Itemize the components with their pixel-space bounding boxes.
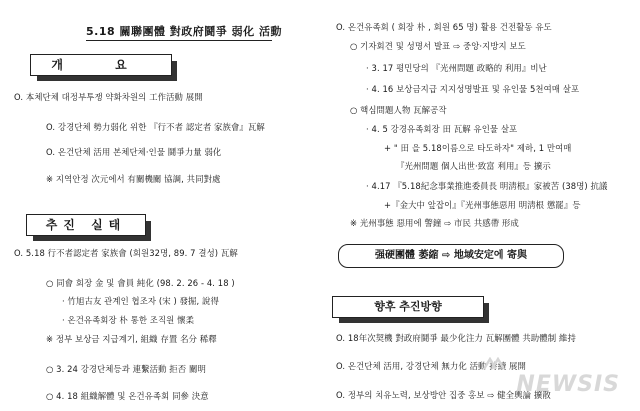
status-line-7: ○ 4. 18 組織解體 및 온건유족회 同參 決意 <box>46 391 209 401</box>
right-line-7: + " 田 을 5.18이름으로 타도하자" 제하, 1 만여매 <box>384 143 572 153</box>
status-line-1: O. 5.18 行不者認定者 家族會 (회원32명, 89. 7 결성) 瓦解 <box>14 248 238 258</box>
overview-line-2: O. 강경단체 勢力弱化 위한 『行不者 認定者 家族會』瓦解 <box>46 122 265 132</box>
right-line-4: · 4. 16 보상금지급 지지성명발표 및 유인물 5천여매 살포 <box>366 84 580 94</box>
future-line-3: O. 정부의 치유노력, 보상방안 집중 홍보 ⇨ 健全輿論 擴散 <box>336 390 551 400</box>
section-heading-future <box>332 296 484 318</box>
overview-line-4: ※ 지역안정 次元에서 有關機關 協調, 共同對處 <box>46 174 221 184</box>
status-line-6: ○ 3. 24 강경단체등과 連繫活動 拒否 關明 <box>46 364 206 374</box>
section-heading-future-text: 향후 추진방향 <box>374 300 442 313</box>
title-underline <box>86 40 272 41</box>
section-heading-overview <box>30 54 172 76</box>
conclusion-oval: 强硬團體 萎縮 ⇨ 地域安定에 寄與 <box>338 244 564 268</box>
right-column <box>320 0 640 411</box>
right-line-2: ○ 기자회견 및 성명서 발표 ⇨ 중앙·지방지 보도 <box>350 41 526 51</box>
overview-line-3: O. 온건단체 活用 본체단체·인물 鬪爭力量 弱化 <box>46 147 222 157</box>
status-line-4: · 온건유족회장 朴 통한 조직원 懷柔 <box>62 315 195 325</box>
right-line-8: 『光州問題 個人出世·致富 利用』등 擴示 <box>396 161 551 171</box>
newsis-watermark: NEWSIS <box>516 372 620 397</box>
right-line-6: · 4. 5 강경유족회장 田 瓦解 유인물 살포 <box>366 124 518 134</box>
section-heading-status-text: 추진 실태 <box>45 218 127 232</box>
status-line-3: · 竹旭古友 관계인 협조자 (宋 ) 發掘, 說得 <box>62 296 220 306</box>
status-line-2: ○ 同會 회장 金 및 會員 純化 (98. 2. 26 - 4. 18 ) <box>46 278 235 288</box>
right-line-3: · 3. 17 평민당의 『光州問題 政略的 利用』비난 <box>366 63 547 73</box>
section-heading-status <box>26 214 146 236</box>
right-line-5: ○ 핵심問題人物 瓦解공작 <box>350 105 447 115</box>
future-line-2: O. 온건단체 活用, 강경단체 無力化 活動 持續 展開 <box>336 361 526 371</box>
overview-line-1: O. 本체단체 대정부투쟁 약화차원의 工作活動 展開 <box>14 92 203 102</box>
right-line-10: +『金大中 앞잡이』『光州事態惡用 明淸根 懲罷』등 <box>384 200 581 210</box>
right-line-11: ※ 光州事態 惡用에 警鐘 ⇨ 市民 共感帶 形成 <box>350 218 519 228</box>
section-heading-overview-text: 개 요 <box>51 58 151 72</box>
right-line-9: · 4.17 『5.18紀念事業推進委員長 明淸根』家被苦 (38명) 抗議 <box>366 181 608 191</box>
newsis-logo-mark-icon <box>482 357 508 371</box>
document-title: 5.18 關聯團體 對政府鬪爭 弱化 活動 <box>86 25 282 38</box>
status-line-5: ※ 정부 보상금 지급계기, 組織 存置 名分 稀釋 <box>46 334 217 344</box>
right-line-1: O. 온건유족회 ( 회장 朴 , 회원 65 명) 활용 건전활동 유도 <box>336 22 552 32</box>
future-line-1: O. 18年次契機 對政府鬪爭 最少化注力 瓦解團體 共助體制 維持 <box>336 333 576 343</box>
